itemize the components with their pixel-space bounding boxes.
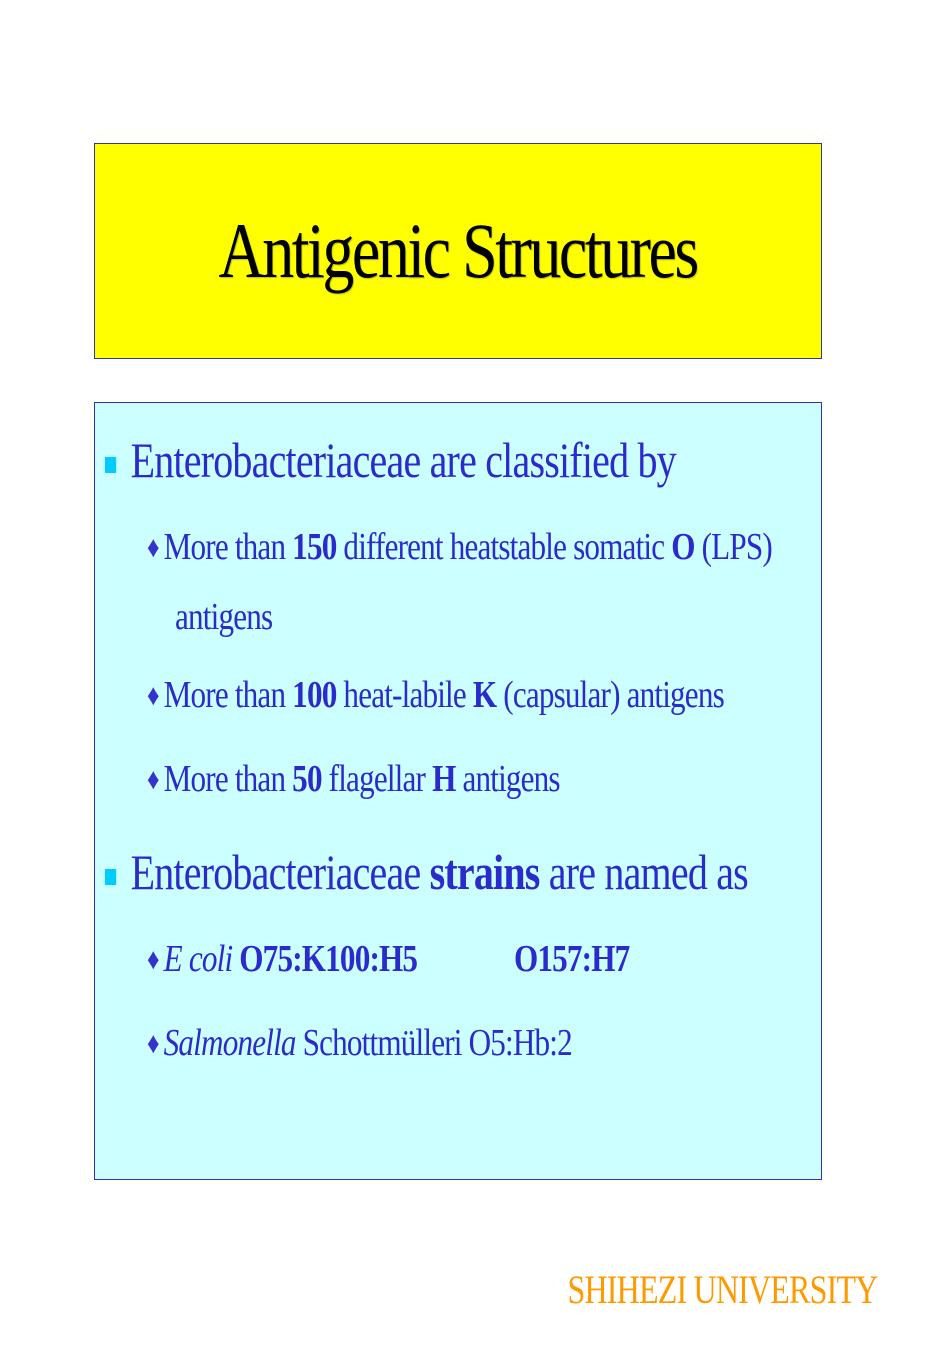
list-item-k-antigens: ♦ More than 100 heat-labile K (capsular) antigens (147, 674, 724, 716)
diamond-bullet-icon: ♦ (147, 943, 159, 976)
list-item-o-antigens-continued: antigens (175, 596, 273, 638)
section-heading-strains: Enterobacteriaceae strains are named as (105, 843, 748, 901)
diamond-bullet-icon: ♦ (147, 1027, 159, 1060)
diamond-bullet-icon: ♦ (147, 763, 159, 796)
content-box (94, 402, 822, 1180)
list-item-salmonella: ♦ Salmonella Schottmülleri O5:Hb:2 (147, 1022, 572, 1064)
title-box (94, 143, 822, 359)
list-item-h-antigens: ♦ More than 50 flagellar H antigens (147, 758, 560, 800)
slide-title: Antigenic Structures (218, 207, 698, 294)
list-item-o-antigens: ♦ More than 150 different heatstable somatic O (LPS) (147, 526, 772, 568)
square-bullet-icon (105, 869, 116, 885)
diamond-bullet-icon: ♦ (147, 679, 159, 712)
square-bullet-icon (105, 457, 116, 473)
section-heading-classified: Enterobacteriaceae are classified by (105, 431, 676, 489)
university-footer: SHIHEZI UNIVERSITY (567, 1267, 878, 1312)
diamond-bullet-icon: ♦ (147, 531, 159, 564)
list-item-e-coli: ♦ E coli O75:K100:H5 O157:H7 (147, 938, 630, 980)
